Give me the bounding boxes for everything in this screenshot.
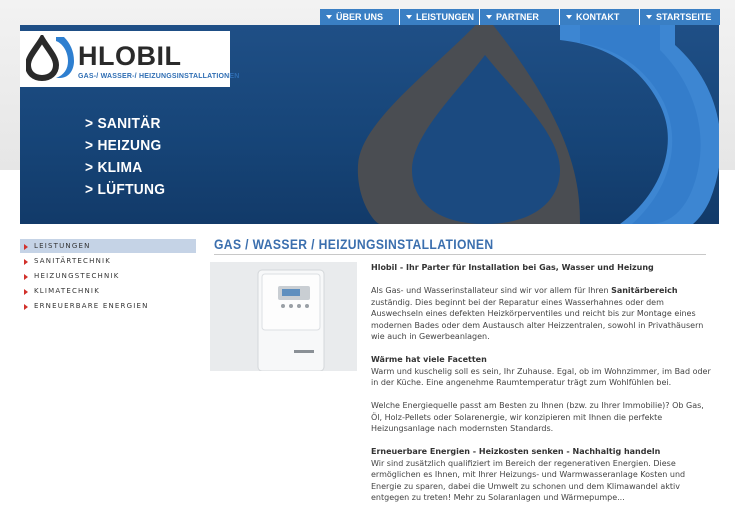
boiler-illustration <box>210 262 357 371</box>
arrow-right-icon <box>24 304 28 310</box>
service-heizung[interactable]: > HEIZUNG <box>85 137 162 154</box>
paragraph-sanitaer: Als Gas- und Wasserinstallateur sind wir vor allem für Ihren Sanitärbereich zuständig. Dies beginnt bei der Reparatur eines Wasserhahnes oder dem Auswechseln eines defekten Heizkörperventiles und reicht bis zur Montage eines modernen Bades oder dem Austausch alter Heizzentralen, sowohl in Privathäusern wie auch in Gewerbeanlagen. <box>371 286 704 341</box>
nav-item-startseite[interactable]: STARTSEITE <box>640 9 720 25</box>
logo[interactable] <box>20 31 240 87</box>
logo-tagline: GAS-/ WASSER-/ HEIZUNGSINSTALLATIONEN <box>78 73 240 80</box>
nav-item-kontakt[interactable]: KONTAKT <box>560 9 640 25</box>
arrow-right-icon <box>24 244 28 250</box>
service-klima[interactable]: > KLIMA <box>85 159 143 176</box>
page-title: GAS / WASSER / HEIZUNGSINSTALLATIONEN <box>214 237 494 252</box>
nav-item-ueber-uns[interactable]: ÜBER UNS <box>320 9 400 25</box>
triangle-down-icon <box>566 15 572 19</box>
section-waerme: Wärme hat viele Facetten Warm und kuschelig soll es sein, Ihr Zuhause. Egal, ob im Wohnzimmer, im Bad oder in der Küche. Eine angenehme Raumtemperatur trägt zum Wohlfühlen bei. <box>371 355 711 387</box>
title-divider <box>214 254 706 255</box>
sidebar-item-erneuerbare-energien[interactable]: ERNEUERBARE ENERGIEN <box>20 299 196 314</box>
sidebar-item-sanitaertechnik[interactable]: SANITÄRTECHNIK <box>20 254 196 269</box>
section-heading: Wärme hat viele Facetten <box>371 355 487 364</box>
sidebar-item-leistungen[interactable]: LEISTUNGEN <box>20 239 196 254</box>
arrow-right-icon <box>24 289 28 295</box>
service-lueftung[interactable]: > LÜFTUNG <box>85 181 166 198</box>
paragraph-energiequelle: Welche Energiequelle passt am Besten zu Ihnen (bzw. zu Ihrer Immobilie)? Ob Gas, Öl, Holz-Pellets oder Solarenergie, wir konzipieren mit Ihnen die perfekte Heizungsanlage nach modernsten Standards. <box>371 401 704 433</box>
logo-drops-icon <box>26 35 76 81</box>
arrow-right-icon <box>24 259 28 265</box>
sidebar-menu <box>20 239 196 314</box>
nav-item-leistungen[interactable]: LEISTUNGEN <box>400 9 480 25</box>
triangle-down-icon <box>326 15 332 19</box>
nav-item-partner[interactable]: PARTNER <box>480 9 560 25</box>
arrow-right-icon <box>24 274 28 280</box>
content-text <box>371 262 711 511</box>
sidebar-item-heizungstechnik[interactable]: HEIZUNGSTECHNIK <box>20 269 196 284</box>
service-sanitaer[interactable]: > SANITÄR <box>85 115 161 132</box>
section-heading: Erneuerbare Energien - Heizkosten senken - Nachhaltig handeln <box>371 447 661 456</box>
sidebar-item-klimatechnik[interactable]: KLIMATECHNIK <box>20 284 196 299</box>
top-navigation <box>320 9 720 25</box>
triangle-down-icon <box>406 15 412 19</box>
triangle-down-icon <box>486 15 492 19</box>
service-list <box>85 113 172 201</box>
section-erneuerbare: Erneuerbare Energien - Heizkosten senken - Nachhaltig handeln Wir sind zusätzlich qualifiziert im Bereich der regenerativen Energien. Diese ermöglichen es Ihnen, mit Ihrer Heizungs- und Warmwasseranlage Kosten und Energie zu sparen, dabei die Umwelt zu schonen und dem Klimawandel aktiv entgegen zu treten! Mehr zu Solaranlagen und Wärmepumpe... <box>371 447 686 502</box>
triangle-down-icon <box>646 15 652 19</box>
intro-heading: Hlobil - Ihr Parter für Installation bei Gas, Wasser und Heizung <box>371 263 654 272</box>
logo-name: HLOBIL <box>78 41 182 71</box>
boiler-image <box>210 262 357 371</box>
